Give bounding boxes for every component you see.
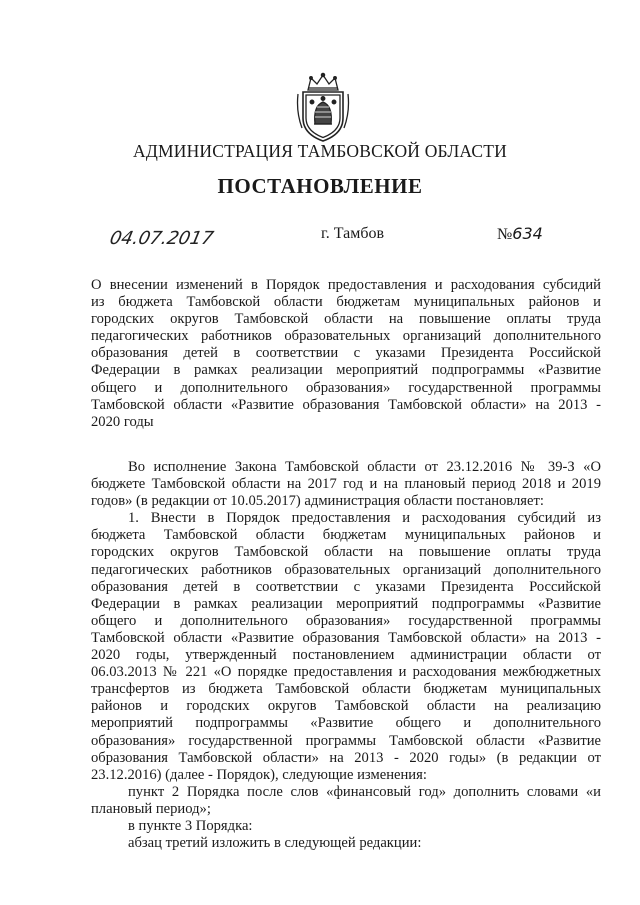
body-line: педагогических работников образовательных организаций дополнительного: [91, 561, 601, 578]
organization-title: АДМИНИСТРАЦИЯ ТАМБОВСКОЙ ОБЛАСТИ: [133, 141, 507, 161]
document-body: [91, 459, 601, 852]
subject-line: общего и дополнительного образования» государственной программы: [91, 379, 601, 396]
body-line: образования Тамбовской области» на 2013 - 2020 годы» (в редакции от: [91, 749, 601, 766]
body-line: 23.12.2016) (далее - Порядок), следующие изменения:: [91, 766, 427, 783]
body-line: 1. Внести в Порядок предоставления и расходования субсидий из: [128, 510, 601, 527]
coat-of-arms-icon: [294, 72, 352, 144]
body-line: образования детей в соответствии с указами Президента Российской: [91, 578, 601, 595]
subject-line: Тамбовской области «Развитие образования Тамбовской области» на 2013 -: [91, 396, 601, 413]
document-type-title: ПОСТАНОВЛЕНИЕ: [217, 174, 423, 198]
body-line: образования» государственной программы Тамбовской области «Развитие: [91, 732, 601, 749]
body-line: районов и городских округов Тамбовской области на реализацию: [91, 698, 601, 715]
body-line: бюджете Тамбовской области на 2017 год и на плановый период 2018 и 2019: [91, 476, 601, 493]
subject-line: из бюджета Тамбовской области бюджетам муниципальных районов и: [91, 294, 601, 311]
subject-line: О внесении изменений в Порядок предоставления и расходования субсидий: [91, 277, 601, 293]
subject-line: 2020 годы: [91, 413, 154, 430]
body-line: трансфертов из бюджета Тамбовской области бюджетам муниципальных: [91, 681, 601, 698]
body-line: мероприятий подпрограммы «Развитие общего и дополнительного: [91, 715, 601, 732]
body-line: пункт 2 Порядка после слов «финансовый год» дополнить словами «и: [128, 783, 601, 800]
body-line: 2020 годы, утвержденный постановлением администрации области от: [91, 647, 601, 664]
document-number: [497, 224, 543, 244]
document-subject: [91, 277, 601, 431]
body-line: городских округов Тамбовской области на повышение оплаты труда: [91, 544, 601, 561]
body-line: плановый период»;: [91, 800, 211, 817]
subject-line: образования детей в соответствии с указами Президента Российской: [91, 345, 601, 362]
body-line: бюджета Тамбовской области бюджетам муниципальных районов и: [91, 527, 601, 544]
subject-line: Федерации в рамках реализации мероприятий подпрограммы «Развитие: [91, 362, 601, 379]
body-line: годов» (в редакции от 10.05.2017) администрация области постановляет:: [91, 493, 544, 510]
body-line: общего и дополнительного образования» государственной программы: [91, 612, 601, 629]
document-date-handwritten: 04.07.2017: [107, 228, 216, 249]
number-handwritten: 634: [512, 224, 543, 243]
body-line: Во исполнение Закона Тамбовской области от 23.12.2016 № 39-З «О: [128, 459, 601, 475]
body-line: 06.03.2013 № 221 «О порядке предоставления и расходования межбюджетных: [91, 664, 601, 681]
body-line: Тамбовской области «Развитие образования Тамбовской области» на 2013 -: [91, 629, 601, 646]
document-city: г. Тамбов: [321, 225, 385, 242]
subject-line: педагогических работников образовательных организаций дополнительного: [91, 328, 601, 345]
body-line: абзац третий изложить в следующей редакции:: [128, 835, 422, 852]
body-line: Федерации в рамках реализации мероприятий подпрограммы «Развитие: [91, 595, 601, 612]
number-prefix: №: [497, 226, 513, 243]
subject-line: городских округов Тамбовской области на повышение оплаты труда: [91, 311, 601, 328]
body-line: в пункте 3 Порядка:: [128, 817, 253, 834]
